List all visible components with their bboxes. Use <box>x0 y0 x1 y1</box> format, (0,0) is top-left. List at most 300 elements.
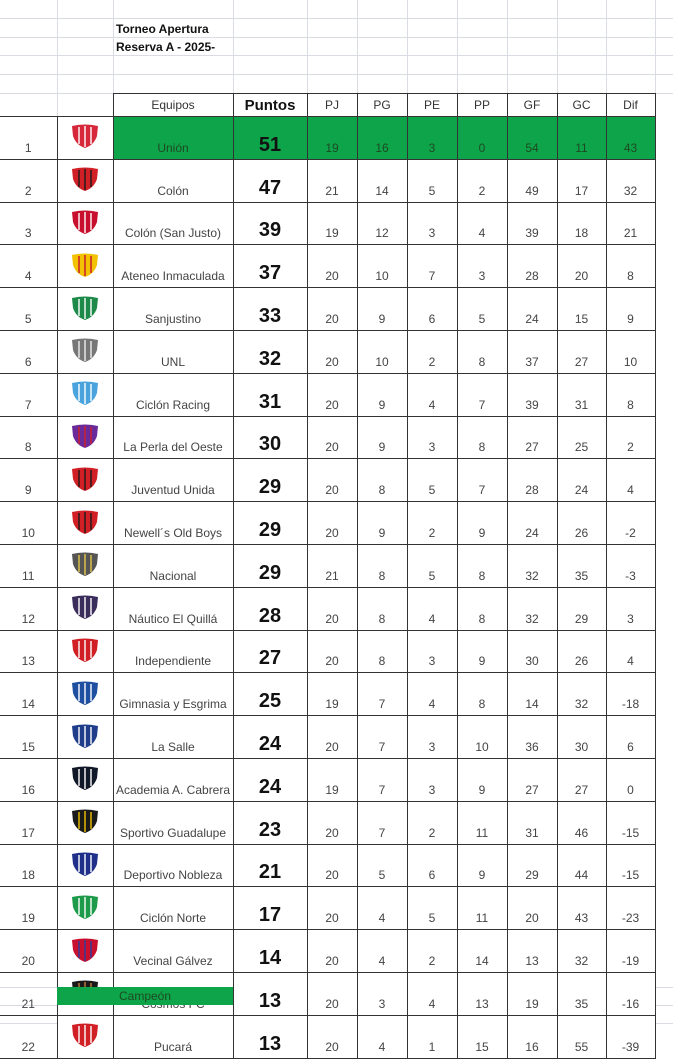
position-cell: 19 <box>0 887 57 930</box>
pg-cell: 9 <box>357 502 407 545</box>
pj-cell: 20 <box>307 887 357 930</box>
crest-cell <box>57 1015 113 1058</box>
pg-cell: 12 <box>357 202 407 245</box>
pj-cell: 20 <box>307 716 357 759</box>
gf-cell: 32 <box>507 544 557 587</box>
table-row <box>0 544 655 587</box>
position-cell: 8 <box>0 416 57 459</box>
gf-cell: 36 <box>507 716 557 759</box>
position-cell: 11 <box>0 544 57 587</box>
pj-cell: 20 <box>307 459 357 502</box>
team-name: Náutico El Quillá <box>113 587 233 630</box>
pj-cell: 20 <box>307 288 357 331</box>
pp-cell: 15 <box>457 1015 507 1058</box>
team-name: Ciclón Norte <box>113 887 233 930</box>
pg-cell: 7 <box>357 758 407 801</box>
team-name: Vecinal Gálvez <box>113 930 233 973</box>
gf-cell: 39 <box>507 202 557 245</box>
table-row <box>0 202 655 245</box>
pe-cell: 1 <box>407 1015 457 1058</box>
table-row <box>0 1015 655 1058</box>
pg-cell: 16 <box>357 117 407 160</box>
gc-cell: 32 <box>557 673 606 716</box>
team-name: Sanjustino <box>113 288 233 331</box>
team-name: Newell´s Old Boys <box>113 502 233 545</box>
points-cell: 23 <box>233 801 307 844</box>
dif-cell: -18 <box>606 673 655 716</box>
header-crest <box>57 94 113 117</box>
ciclon-racing-crest-icon <box>70 380 100 406</box>
pj-cell: 20 <box>307 930 357 973</box>
pg-cell: 7 <box>357 801 407 844</box>
crest-cell <box>57 117 113 160</box>
pe-cell: 4 <box>407 373 457 416</box>
pe-cell: 3 <box>407 202 457 245</box>
dif-cell: -16 <box>606 972 655 1015</box>
pp-cell: 9 <box>457 630 507 673</box>
colon-crest-icon <box>70 166 100 192</box>
team-name: La Salle <box>113 716 233 759</box>
team-name: Independiente <box>113 630 233 673</box>
points-cell: 21 <box>233 844 307 887</box>
pj-cell: 19 <box>307 758 357 801</box>
gf-cell: 27 <box>507 758 557 801</box>
gf-cell: 27 <box>507 416 557 459</box>
nautico-crest-icon <box>70 594 100 620</box>
gc-cell: 24 <box>557 459 606 502</box>
gc-cell: 29 <box>557 587 606 630</box>
crest-cell <box>57 630 113 673</box>
tournament-title: Torneo Apertura <box>116 22 209 36</box>
standings-table <box>0 93 656 1059</box>
header-pos <box>0 94 57 117</box>
position-cell: 1 <box>0 117 57 160</box>
academia-cabrera-crest-icon <box>70 765 100 791</box>
position-cell: 14 <box>0 673 57 716</box>
team-name: Ateneo Inmaculada <box>113 245 233 288</box>
pp-cell: 9 <box>457 758 507 801</box>
points-cell: 14 <box>233 930 307 973</box>
gf-cell: 13 <box>507 930 557 973</box>
gridline <box>0 37 673 38</box>
dif-cell: 3 <box>606 587 655 630</box>
pp-cell: 14 <box>457 930 507 973</box>
points-cell: 25 <box>233 673 307 716</box>
dif-cell: 6 <box>606 716 655 759</box>
pj-cell: 20 <box>307 502 357 545</box>
header-gc: GC <box>557 94 606 117</box>
pp-cell: 2 <box>457 159 507 202</box>
dif-cell: -19 <box>606 930 655 973</box>
deportivo-nobleza-crest-icon <box>70 851 100 877</box>
pp-cell: 9 <box>457 502 507 545</box>
position-cell: 15 <box>0 716 57 759</box>
crest-cell <box>57 716 113 759</box>
crest-cell <box>57 159 113 202</box>
position-cell: 9 <box>0 459 57 502</box>
pg-cell: 8 <box>357 459 407 502</box>
crest-cell <box>57 245 113 288</box>
gc-cell: 30 <box>557 716 606 759</box>
unl-crest-icon <box>70 337 100 363</box>
table-row <box>0 416 655 459</box>
sportivo-guadalupe-crest-icon <box>70 808 100 834</box>
points-cell: 17 <box>233 887 307 930</box>
header-pp: PP <box>457 94 507 117</box>
gf-cell: 24 <box>507 288 557 331</box>
pj-cell: 20 <box>307 844 357 887</box>
pe-cell: 3 <box>407 630 457 673</box>
team-name: Colón (San Justo) <box>113 202 233 245</box>
position-cell: 7 <box>0 373 57 416</box>
table-row <box>0 330 655 373</box>
crest-cell <box>57 502 113 545</box>
pg-cell: 14 <box>357 159 407 202</box>
pe-cell: 4 <box>407 587 457 630</box>
pg-cell: 7 <box>357 673 407 716</box>
gf-cell: 20 <box>507 887 557 930</box>
position-cell: 21 <box>0 972 57 1015</box>
table-row <box>0 502 655 545</box>
table-row <box>0 117 655 160</box>
table-row <box>0 930 655 973</box>
points-cell: 31 <box>233 373 307 416</box>
table-row <box>0 288 655 331</box>
table-row <box>0 245 655 288</box>
gf-cell: 30 <box>507 630 557 673</box>
gridline <box>0 74 673 75</box>
dif-cell: -15 <box>606 801 655 844</box>
gf-cell: 28 <box>507 245 557 288</box>
header-gf: GF <box>507 94 557 117</box>
dif-cell: 43 <box>606 117 655 160</box>
points-cell: 30 <box>233 416 307 459</box>
dif-cell: 9 <box>606 288 655 331</box>
table-row <box>0 373 655 416</box>
pg-cell: 3 <box>357 972 407 1015</box>
crest-cell <box>57 288 113 331</box>
gf-cell: 32 <box>507 587 557 630</box>
dif-cell: -2 <box>606 502 655 545</box>
gc-cell: 20 <box>557 245 606 288</box>
team-name: Unión <box>113 117 233 160</box>
pp-cell: 3 <box>457 245 507 288</box>
pj-cell: 20 <box>307 587 357 630</box>
position-cell: 6 <box>0 330 57 373</box>
points-cell: 33 <box>233 288 307 331</box>
dif-cell: -15 <box>606 844 655 887</box>
team-name: La Perla del Oeste <box>113 416 233 459</box>
dif-cell: -39 <box>606 1015 655 1058</box>
pe-cell: 3 <box>407 416 457 459</box>
pj-cell: 19 <box>307 673 357 716</box>
pg-cell: 9 <box>357 416 407 459</box>
dif-cell: -3 <box>606 544 655 587</box>
dif-cell: 32 <box>606 159 655 202</box>
pp-cell: 13 <box>457 972 507 1015</box>
pg-cell: 4 <box>357 930 407 973</box>
team-name: Ciclón Racing <box>113 373 233 416</box>
ciclon-norte-crest-icon <box>70 894 100 920</box>
header-pe: PE <box>407 94 457 117</box>
position-cell: 4 <box>0 245 57 288</box>
points-cell: 24 <box>233 716 307 759</box>
pj-cell: 20 <box>307 1015 357 1058</box>
gf-cell: 19 <box>507 972 557 1015</box>
pg-cell: 9 <box>357 288 407 331</box>
pe-cell: 5 <box>407 459 457 502</box>
gf-cell: 28 <box>507 459 557 502</box>
union-crest-icon <box>70 123 100 149</box>
pg-cell: 10 <box>357 330 407 373</box>
crest-cell <box>57 844 113 887</box>
table-row <box>0 159 655 202</box>
pg-cell: 7 <box>357 716 407 759</box>
gf-cell: 39 <box>507 373 557 416</box>
pp-cell: 8 <box>457 673 507 716</box>
pe-cell: 2 <box>407 930 457 973</box>
pp-cell: 0 <box>457 117 507 160</box>
pe-cell: 3 <box>407 716 457 759</box>
pp-cell: 11 <box>457 801 507 844</box>
pp-cell: 5 <box>457 288 507 331</box>
crest-cell <box>57 801 113 844</box>
pe-cell: 4 <box>407 972 457 1015</box>
points-cell: 28 <box>233 587 307 630</box>
pp-cell: 8 <box>457 544 507 587</box>
pe-cell: 5 <box>407 159 457 202</box>
pe-cell: 5 <box>407 887 457 930</box>
position-cell: 17 <box>0 801 57 844</box>
pe-cell: 7 <box>407 245 457 288</box>
crest-cell <box>57 758 113 801</box>
points-cell: 32 <box>233 330 307 373</box>
pp-cell: 7 <box>457 459 507 502</box>
crest-cell <box>57 330 113 373</box>
pe-cell: 2 <box>407 801 457 844</box>
juventud-unida-crest-icon <box>70 466 100 492</box>
team-name: UNL <box>113 330 233 373</box>
gc-cell: 32 <box>557 930 606 973</box>
team-name: Gimnasia y Esgrima <box>113 673 233 716</box>
position-cell: 10 <box>0 502 57 545</box>
crest-cell <box>57 416 113 459</box>
sanjustino-crest-icon <box>70 295 100 321</box>
points-cell: 39 <box>233 202 307 245</box>
team-name: Sportivo Guadalupe <box>113 801 233 844</box>
crest-cell <box>57 202 113 245</box>
pg-cell: 10 <box>357 245 407 288</box>
pj-cell: 20 <box>307 245 357 288</box>
dif-cell: 21 <box>606 202 655 245</box>
position-cell: 12 <box>0 587 57 630</box>
gc-cell: 35 <box>557 544 606 587</box>
table-row <box>0 673 655 716</box>
points-cell: 29 <box>233 459 307 502</box>
independiente-crest-icon <box>70 637 100 663</box>
gc-cell: 27 <box>557 758 606 801</box>
position-cell: 16 <box>0 758 57 801</box>
pe-cell: 6 <box>407 844 457 887</box>
points-cell: 13 <box>233 1015 307 1058</box>
pj-cell: 21 <box>307 544 357 587</box>
pe-cell: 5 <box>407 544 457 587</box>
dif-cell: 8 <box>606 373 655 416</box>
points-cell: 24 <box>233 758 307 801</box>
table-row <box>0 801 655 844</box>
pp-cell: 9 <box>457 844 507 887</box>
pj-cell: 20 <box>307 801 357 844</box>
position-cell: 22 <box>0 1015 57 1058</box>
pg-cell: 5 <box>357 844 407 887</box>
pucara-crest-icon <box>70 1022 100 1048</box>
gf-cell: 14 <box>507 673 557 716</box>
table-row <box>0 587 655 630</box>
points-cell: 37 <box>233 245 307 288</box>
pg-cell: 8 <box>357 630 407 673</box>
gc-cell: 26 <box>557 630 606 673</box>
position-cell: 2 <box>0 159 57 202</box>
newells-crest-icon <box>70 509 100 535</box>
colon-san-justo-crest-icon <box>70 209 100 235</box>
crest-cell <box>57 459 113 502</box>
vecinal-galvez-crest-icon <box>70 937 100 963</box>
pp-cell: 8 <box>457 330 507 373</box>
gc-cell: 17 <box>557 159 606 202</box>
pj-cell: 20 <box>307 416 357 459</box>
table-row <box>0 887 655 930</box>
team-name: Deportivo Nobleza <box>113 844 233 887</box>
pj-cell: 20 <box>307 630 357 673</box>
pg-cell: 4 <box>357 1015 407 1058</box>
gc-cell: 55 <box>557 1015 606 1058</box>
gc-cell: 26 <box>557 502 606 545</box>
header-dif: Dif <box>606 94 655 117</box>
dif-cell: -23 <box>606 887 655 930</box>
gf-cell: 31 <box>507 801 557 844</box>
gridline <box>0 18 673 19</box>
points-cell: 29 <box>233 544 307 587</box>
points-cell: 13 <box>233 972 307 1015</box>
gc-cell: 11 <box>557 117 606 160</box>
tournament-subtitle: Reserva A - 2025- <box>116 40 216 54</box>
team-name: Colón <box>113 159 233 202</box>
la-salle-crest-icon <box>70 723 100 749</box>
pe-cell: 3 <box>407 117 457 160</box>
crest-cell <box>57 587 113 630</box>
pe-cell: 3 <box>407 758 457 801</box>
gc-cell: 27 <box>557 330 606 373</box>
points-cell: 29 <box>233 502 307 545</box>
position-cell: 3 <box>0 202 57 245</box>
nacional-crest-icon <box>70 551 100 577</box>
gf-cell: 24 <box>507 502 557 545</box>
gc-cell: 18 <box>557 202 606 245</box>
la-perla-crest-icon <box>70 423 100 449</box>
gf-cell: 49 <box>507 159 557 202</box>
table-row <box>0 844 655 887</box>
pp-cell: 10 <box>457 716 507 759</box>
pp-cell: 8 <box>457 587 507 630</box>
crest-cell <box>57 544 113 587</box>
position-cell: 20 <box>0 930 57 973</box>
dif-cell: 10 <box>606 330 655 373</box>
header-pj: PJ <box>307 94 357 117</box>
table-row <box>0 459 655 502</box>
team-name: Juventud Unida <box>113 459 233 502</box>
team-name: Nacional <box>113 544 233 587</box>
header-points: Puntos <box>233 94 307 117</box>
pj-cell: 19 <box>307 117 357 160</box>
pj-cell: 19 <box>307 202 357 245</box>
header-team: Equipos <box>113 94 233 117</box>
table-row <box>0 630 655 673</box>
pg-cell: 8 <box>357 587 407 630</box>
gc-cell: 35 <box>557 972 606 1015</box>
gf-cell: 16 <box>507 1015 557 1058</box>
pp-cell: 4 <box>457 202 507 245</box>
pe-cell: 6 <box>407 288 457 331</box>
crest-cell <box>57 373 113 416</box>
pe-cell: 2 <box>407 502 457 545</box>
pj-cell: 20 <box>307 373 357 416</box>
gc-cell: 31 <box>557 373 606 416</box>
pg-cell: 9 <box>357 373 407 416</box>
gc-cell: 46 <box>557 801 606 844</box>
gc-cell: 15 <box>557 288 606 331</box>
dif-cell: 4 <box>606 630 655 673</box>
points-cell: 47 <box>233 159 307 202</box>
gf-cell: 29 <box>507 844 557 887</box>
champion-legend: Campeón <box>57 987 233 1005</box>
pg-cell: 4 <box>357 887 407 930</box>
pe-cell: 2 <box>407 330 457 373</box>
dif-cell: 8 <box>606 245 655 288</box>
table-row <box>0 758 655 801</box>
pj-cell: 20 <box>307 330 357 373</box>
gf-cell: 54 <box>507 117 557 160</box>
ateneo-crest-icon <box>70 252 100 278</box>
gc-cell: 25 <box>557 416 606 459</box>
crest-cell <box>57 930 113 973</box>
gc-cell: 44 <box>557 844 606 887</box>
position-cell: 5 <box>0 288 57 331</box>
points-cell: 51 <box>233 117 307 160</box>
pp-cell: 7 <box>457 373 507 416</box>
header-row <box>0 94 655 117</box>
position-cell: 18 <box>0 844 57 887</box>
crest-cell <box>57 887 113 930</box>
gc-cell: 43 <box>557 887 606 930</box>
crest-cell <box>57 673 113 716</box>
gf-cell: 37 <box>507 330 557 373</box>
pj-cell: 20 <box>307 972 357 1015</box>
pg-cell: 8 <box>357 544 407 587</box>
dif-cell: 2 <box>606 416 655 459</box>
table-row <box>0 716 655 759</box>
pp-cell: 8 <box>457 416 507 459</box>
team-name: Pucará <box>113 1015 233 1058</box>
position-cell: 13 <box>0 630 57 673</box>
dif-cell: 4 <box>606 459 655 502</box>
header-pg: PG <box>357 94 407 117</box>
gimnasia-crest-icon <box>70 680 100 706</box>
points-cell: 27 <box>233 630 307 673</box>
team-name: Academia A. Cabrera <box>113 758 233 801</box>
gridline <box>0 55 673 56</box>
pj-cell: 21 <box>307 159 357 202</box>
dif-cell: 0 <box>606 758 655 801</box>
